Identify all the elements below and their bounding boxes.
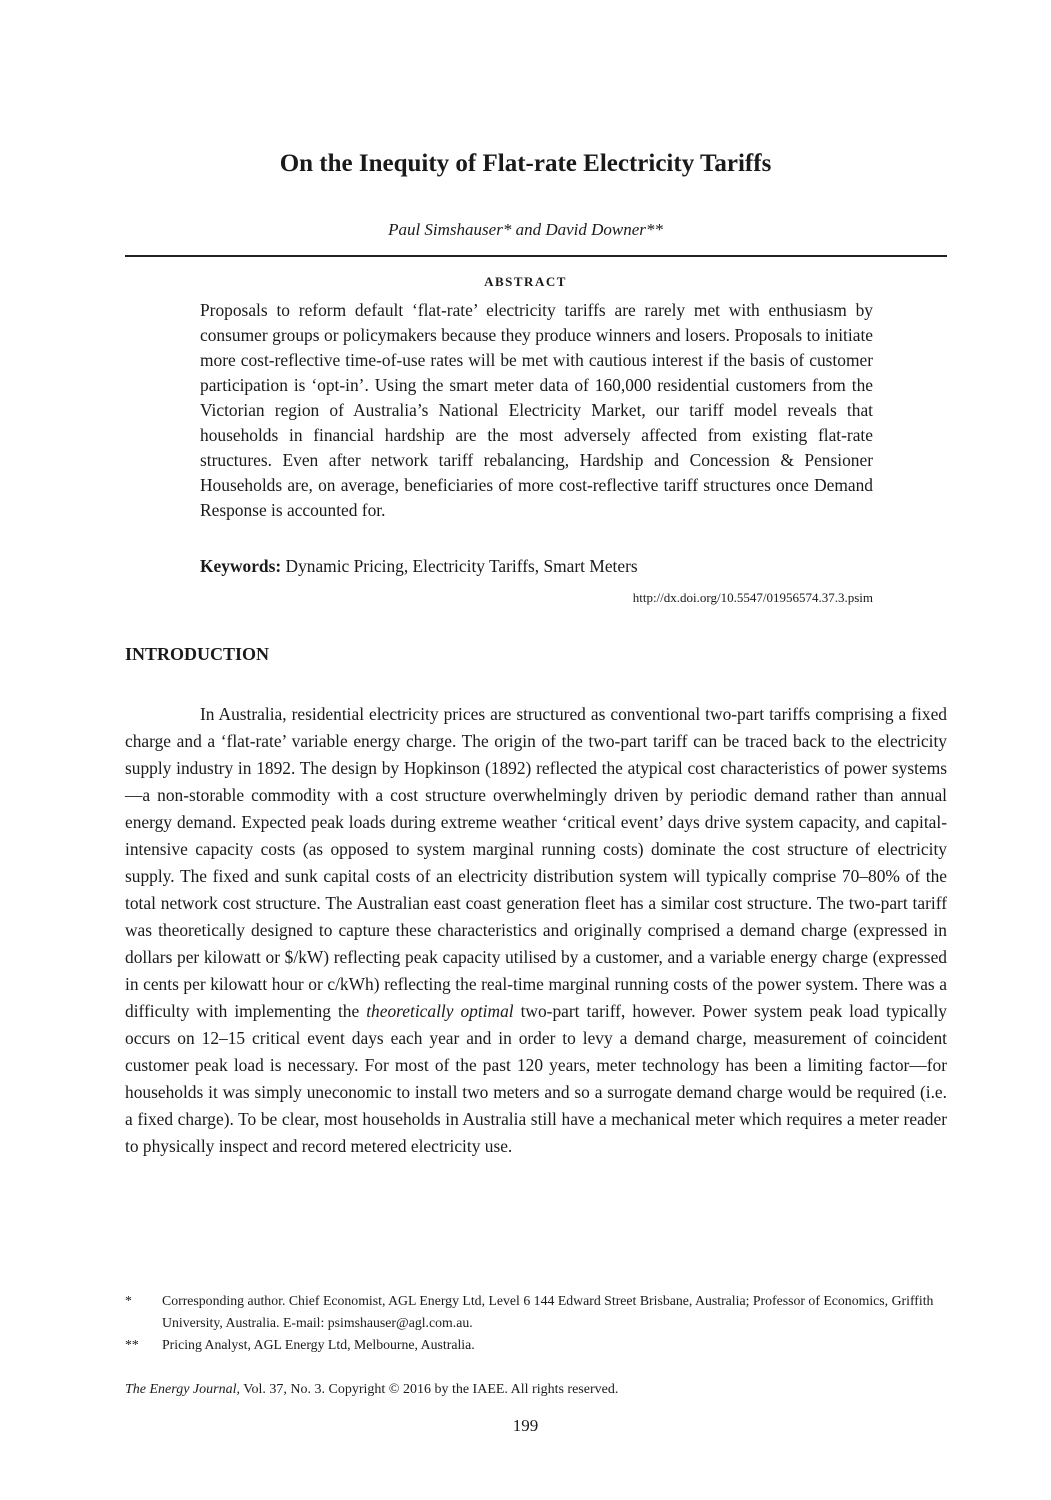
- footnote-text: Corresponding author. Chief Economist, AGL Energy Ltd, Level 6 144 Edward Street Brisbane, Australia; Professor of Economics, Griffith University, Australia. E-mail: psimshauser@agl.com.au.: [162, 1293, 934, 1330]
- introduction-text-part1: In Australia, residential electricity prices are structured as conventional two-part tariffs comprising a fixed charge and a ‘flat-rate’ variable energy charge. The origin of the two-part tariff can be traced back to the electricity supply industry in 1892. The design by Hopkinson (1892) reflected the atypical cost characteristics of power systems—a non-storable commodity with a cost structure overwhelmingly driven by periodic demand rather than annual energy demand. Expected peak loads during extreme weather ‘critical event’ days drive system capacity, and capital-intensive capacity costs (as opposed to system marginal running costs) dominate the cost structure of electricity supply. The fixed and sunk capital costs of an electricity distribution system will typically comprise 70–80% of the total network cost structure. The Australian east coast generation fleet has a similar cost structure. The two-part tariff was theoretically designed to capture these characteristics and originally comprised a demand charge (expressed in dollars per kilowatt or $/kW) reflecting peak capacity utilised by a customer, and a variable energy charge (expressed in cents per kilowatt hour or c/kWh) reflecting the real-time marginal running costs of the power system. There was a difficulty with implementing the: [125, 704, 947, 1021]
- keywords-label: Keywords:: [200, 556, 282, 576]
- paper-title: On the Inequity of Flat-rate Electricity Tariffs: [279, 150, 772, 177]
- author-line: Paul Simshauser* and David Downer**: [388, 220, 663, 239]
- journal-citation: [125, 1382, 618, 1398]
- abstract-heading: ABSTRACT: [484, 274, 567, 289]
- footnote-marker: **: [125, 1337, 139, 1352]
- introduction-text-part2: two-part tariff, however. Power system peak load typically occurs on 12–15 critical event days each year and in order to levy a demand charge, measurement of coincident customer peak load is necessary. For most of the past 120 years, meter technology has been a limiting factor—for households it was simply uneconomic to install two meters and so a surrogate demand charge would be required (i.e. a fixed charge). To be clear, most households in Australia still have a mechanical meter which requires a meter reader to physically inspect and record metered electricity use.: [125, 1001, 947, 1156]
- abstract-text: Proposals to reform default ‘flat-rate’ electricity tariffs are rarely met with enthusiasm by consumer groups or policymakers because they produce winners and losers. Proposals to initiate more cost-reflective time-of-use rates will be met with cautious interest if the basis of customer participation is ‘opt-in’. Using the smart meter data of 160,000 residential customers from the Victorian region of Australia’s National Electricity Market, our tariff model reveals that households in financial hardship are the most adversely affected from existing flat-rate structures. Even after network tariff rebalancing, Hardship and Concession & Pensioner Households are, on average, beneficiaries of more cost-reflective tariff structures once Demand Response is accounted for.: [200, 300, 873, 520]
- doi-link[interactable]: http://dx.doi.org/10.5547/01956574.37.3.psim: [632, 590, 873, 605]
- footnote: [125, 1290, 947, 1338]
- keywords: [200, 556, 873, 577]
- journal-name: The Energy Journal: [125, 1382, 237, 1397]
- header-rule: [125, 255, 947, 257]
- keywords-list: Dynamic Pricing, Electricity Tariffs, Smart Meters: [285, 556, 638, 576]
- page-number: 199: [512, 1416, 539, 1435]
- footnote-marker: *: [125, 1293, 132, 1308]
- introduction-paragraph: [125, 701, 947, 1160]
- introduction-italic-phrase: theoretically optimal: [366, 1001, 514, 1021]
- footnote: [125, 1334, 947, 1358]
- footnote-text: Pricing Analyst, AGL Energy Ltd, Melbourne, Australia.: [162, 1337, 475, 1352]
- journal-details: , Vol. 37, No. 3. Copyright © 2016 by the IAEE. All rights reserved.: [236, 1382, 619, 1397]
- section-heading-introduction: INTRODUCTION: [125, 644, 270, 664]
